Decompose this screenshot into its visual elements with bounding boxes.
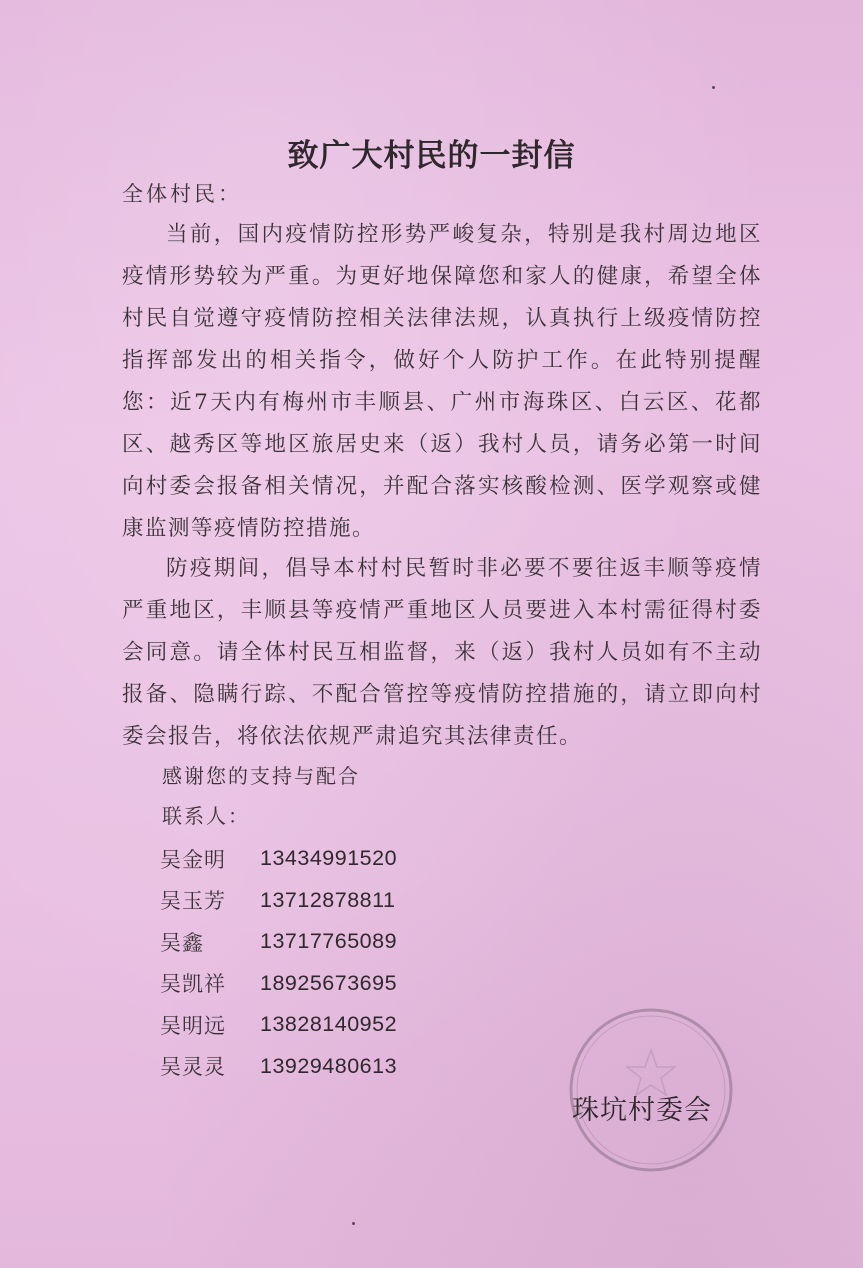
- paper-speck: [352, 1222, 355, 1225]
- contact-name: 吴凯祥: [160, 972, 226, 997]
- contact-phone: 18925673695: [260, 970, 398, 995]
- contact-name: 吴玉芳: [160, 889, 226, 914]
- contact-name: 吴金明: [160, 847, 226, 872]
- contact-row: [160, 963, 397, 1005]
- thanks-line: 感谢您的支持与配合: [162, 764, 360, 788]
- contact-phone: 13828140952: [260, 1012, 398, 1037]
- contact-row: [160, 880, 397, 922]
- contact-row: [160, 838, 397, 880]
- contact-phone: 13712878811: [260, 887, 396, 912]
- contact-name: 吴鑫: [160, 930, 204, 955]
- contacts-label: 联系人：: [162, 804, 250, 828]
- contact-phone: 13434991520: [260, 846, 398, 871]
- paragraph-2: 防疫期间，倡导本村村民暂时非必要不要往返丰顺等疫情严重地区，丰顺县等疫情严重地区人员要进入本村需征得村委会同意。请全体村民互相监督，来（返）我村人员如有不主动报备、隐瞒行踪、不配合管控等疫情防控措施的，请立即向村委会报告，将依法依规严肃追究其法律责任。: [122, 556, 762, 749]
- contact-row: [160, 1004, 397, 1046]
- contact-phone: 13929480613: [260, 1053, 398, 1078]
- contact-name: 吴明远: [160, 1013, 226, 1038]
- contact-list: [160, 838, 397, 1087]
- contact-name: 吴灵灵: [160, 1055, 226, 1080]
- letter-title: 致广大村民的一封信: [287, 138, 576, 174]
- contact-phone: 13717765089: [260, 929, 398, 954]
- contact-row: [160, 1046, 397, 1088]
- signature-committee: 珠坑村委会: [572, 1095, 712, 1126]
- paragraph-1: 当前，国内疫情防控形势严峻复杂，特别是我村周边地区疫情形势较为严重。为更好地保障您和家人的健康，希望全体村民自觉遵守疫情防控相关法律法规，认真执行上级疫情防控指挥部发出的相关指令，做好个人防护工作。在此特别提醒您：近7天内有梅州市丰顺县、广州市海珠区、白云区、花都区、越秀区等地区旅居史来（返）我村人员，请务必第一时间向村委会报备相关情况，并配合落实核酸检测、医学观察或健康监测等疫情防控措施。: [122, 222, 762, 541]
- salutation: 全体村民：: [122, 182, 242, 206]
- contact-row: [160, 921, 397, 963]
- paper-speck: [712, 86, 715, 89]
